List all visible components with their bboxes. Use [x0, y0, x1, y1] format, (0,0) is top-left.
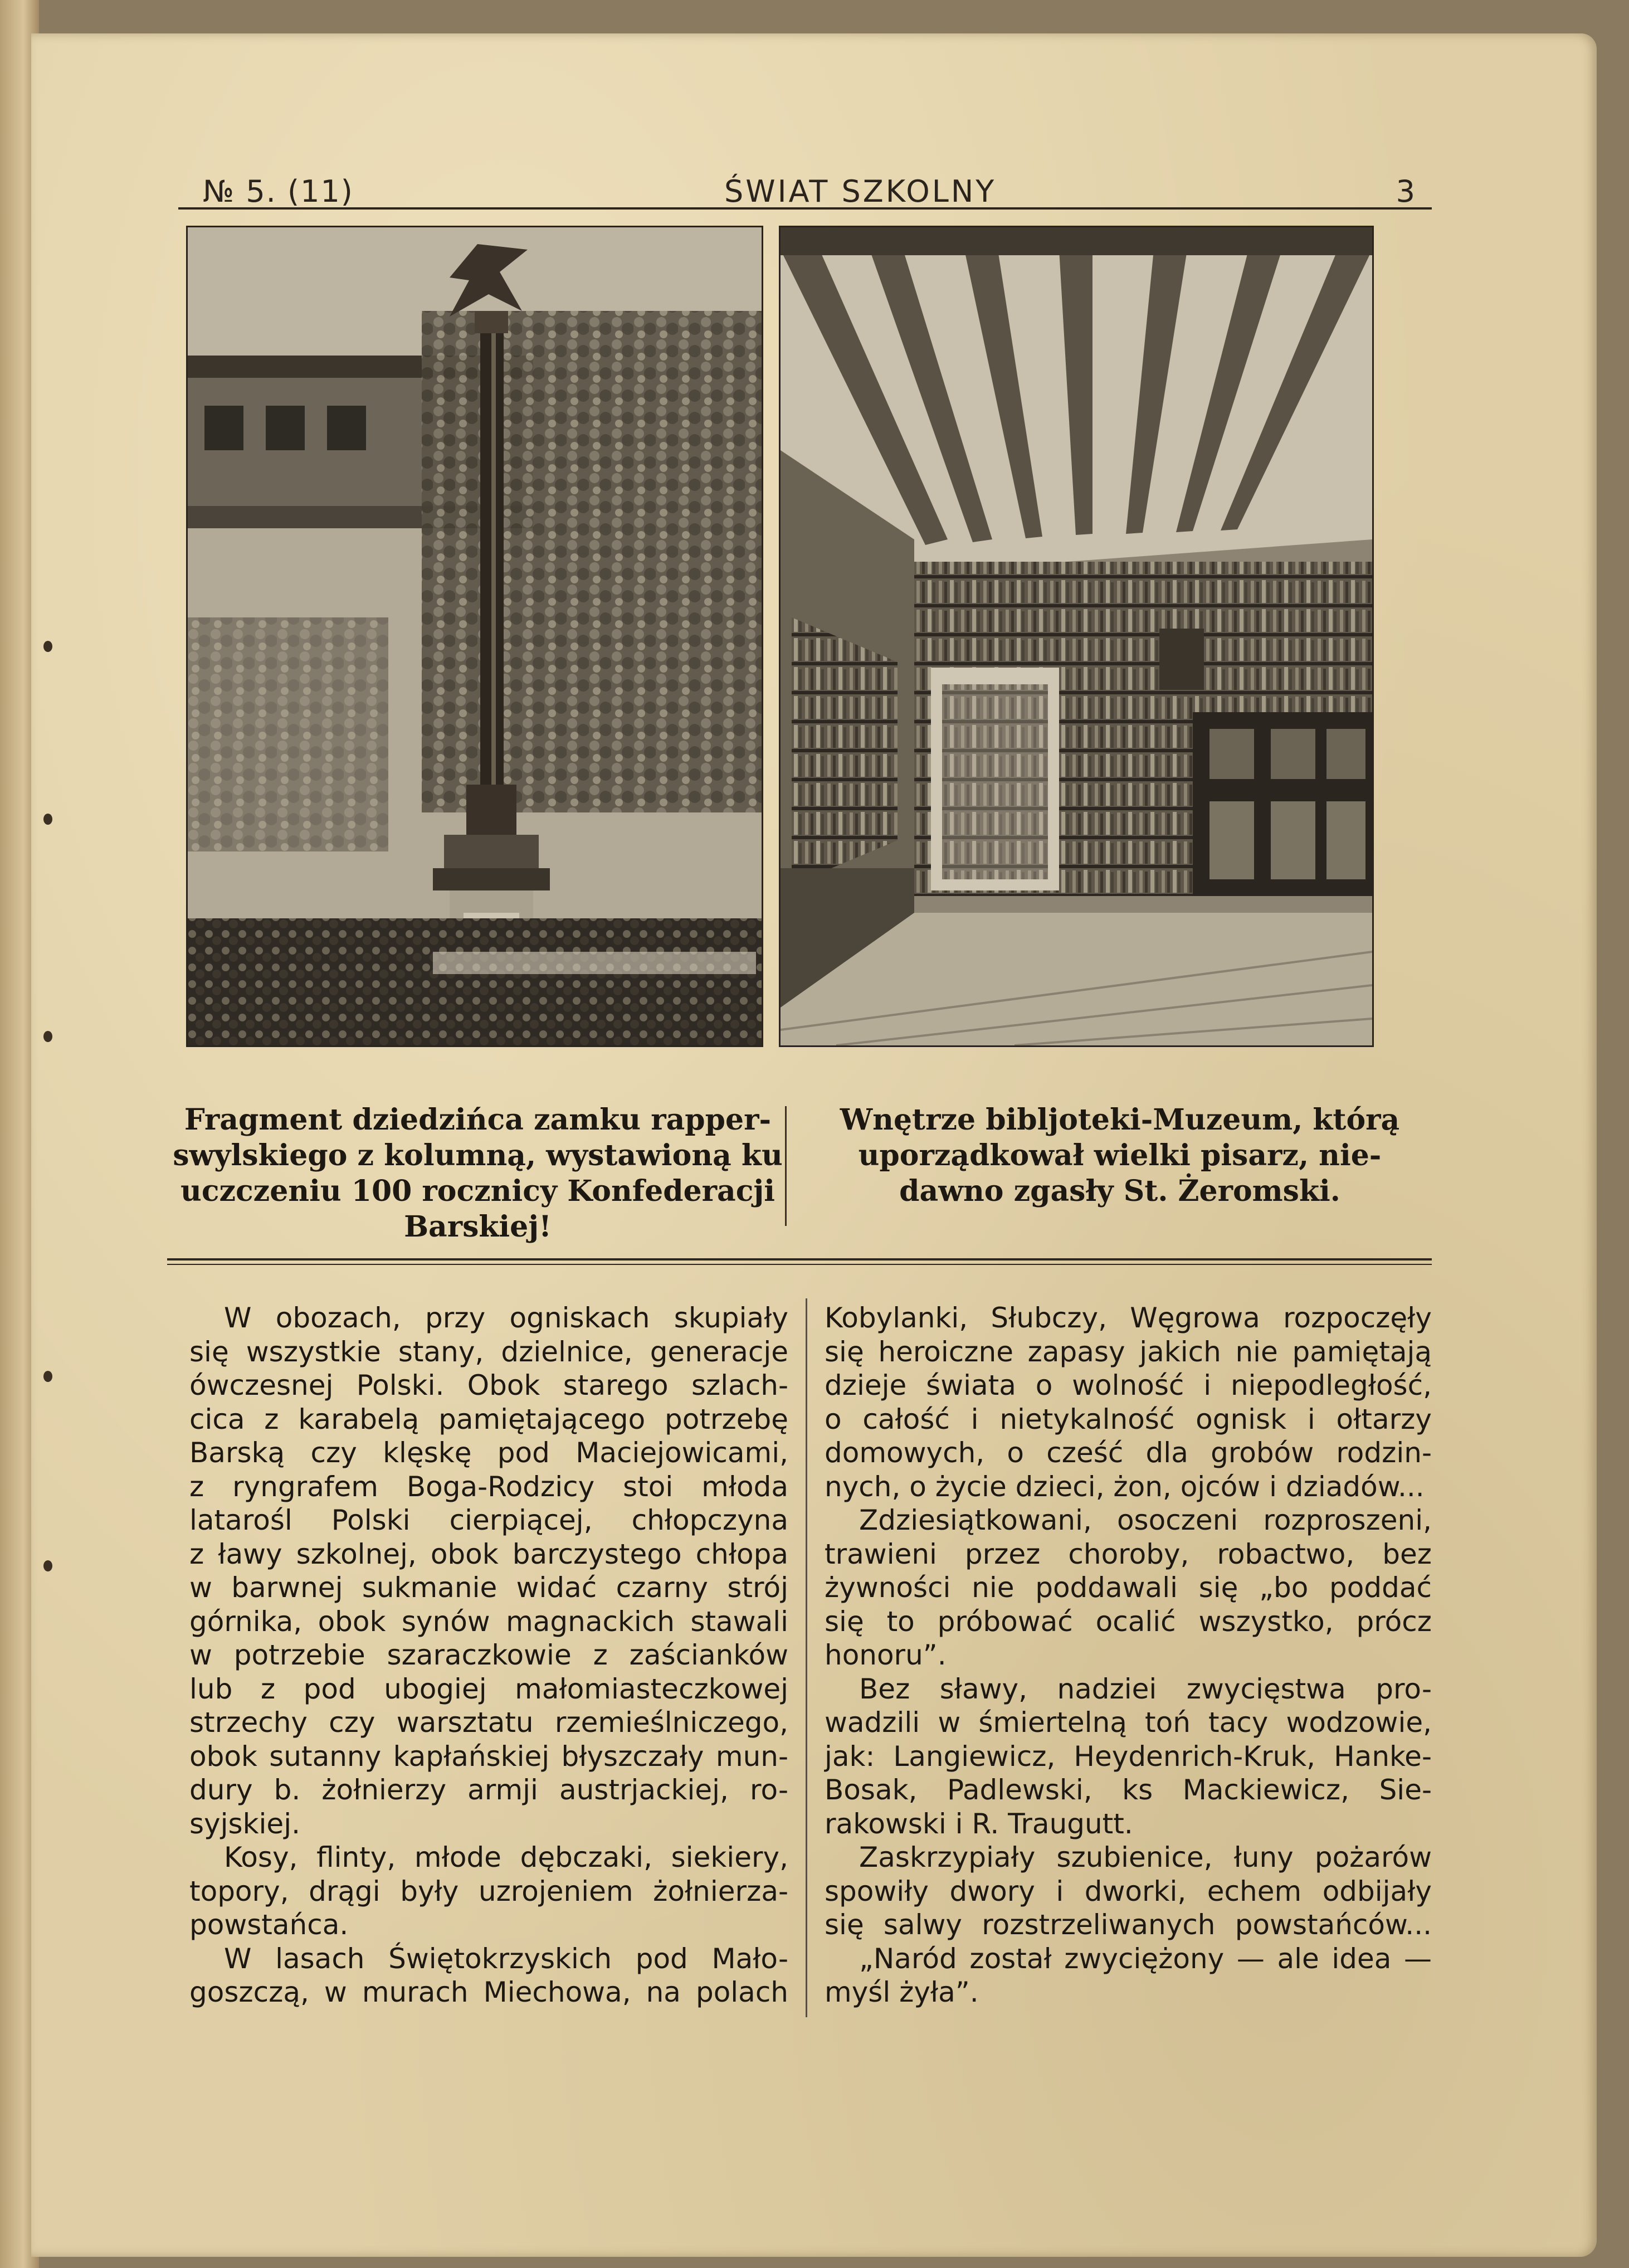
text-line: W lasach Świętokrzyskich pod Mało-	[224, 1942, 788, 1975]
caption-line: uczczeniu 100 rocznicy Konfederacji	[181, 1174, 775, 1208]
text-line: dury b. żołnierzy armji austrjackiej, ro-	[189, 1774, 788, 1806]
text-line: spowiły dwory i dworki, echem odbijały	[825, 1875, 1432, 1907]
text-line: Bosak, Padlewski, ks Mackiewicz, Sie-	[825, 1774, 1432, 1806]
text-line: o całość i nietykalność ognisk i ołtarzy	[825, 1403, 1432, 1435]
text-line: obok sutanny kapłańskiej błyszczały mun-	[189, 1740, 788, 1773]
text-line: górnika, obok synów magnackich stawali	[189, 1605, 788, 1638]
text-line: w potrzebie szaraczkowie z zaścianków	[189, 1639, 788, 1671]
section-rule	[167, 1258, 1432, 1260]
body-column-left	[189, 1301, 788, 2009]
text-line: ówczesnej Polski. Obok starego szlach-	[189, 1369, 788, 1401]
section-rule-thin	[167, 1264, 1432, 1265]
issue-number: № 5. (11)	[203, 174, 354, 209]
text-line: Barską czy klęskę pod Maciejowicami,	[189, 1437, 788, 1469]
column-divider	[806, 1298, 807, 2017]
text-line: nych, o życie dzieci, żon, ojców i dziadów...	[825, 1470, 1425, 1503]
text-line: Kobylanki, Słubczy, Węgrowa rozpoczęły	[825, 1302, 1432, 1334]
text-line: rakowski i R. Traugutt.	[825, 1807, 1133, 1840]
text-line: w barwnej sukmanie widać czarny strój	[189, 1571, 788, 1604]
text-line: Zdziesiątkowani, osoczeni rozproszeni,	[859, 1504, 1432, 1536]
text-line: goszczą, w murach Miechowa, na polach	[189, 1976, 788, 2008]
text-line: myśl żyła”.	[825, 1976, 979, 2008]
body-column-right	[825, 1301, 1432, 2009]
text-line: strzechy czy warsztatu rzemieślniczego,	[189, 1706, 788, 1739]
text-line: żywności nie poddawali się „bo poddać	[825, 1571, 1432, 1604]
page-header	[178, 146, 1432, 210]
text-line: się to próbować ocalić wszystko, prócz	[825, 1605, 1432, 1638]
caption-line: swylskiego z kolumną, wystawioną ku	[173, 1138, 783, 1172]
text-line: W obozach, przy ogniskach skupiały	[224, 1302, 788, 1334]
text-line: „Naród został zwyciężony — ale idea —	[859, 1942, 1432, 1975]
text-line: latarośl Polski cierpiącej, chłopczyna	[189, 1504, 788, 1536]
text-line: Zaskrzypiały szubienice, łuny pożarów	[859, 1841, 1432, 1873]
text-line: topory, drągi były uzrojeniem żołnierza-	[189, 1875, 788, 1907]
caption-line: Fragment dziedzińca zamku rapper-	[184, 1103, 772, 1137]
text-line: wadzili w śmiertelną toń tacy wodzowie,	[825, 1706, 1432, 1739]
text-line: domowych, o cześć dla grobów rodzin-	[825, 1437, 1432, 1469]
magazine-title: ŚWIAT SZKOLNY	[724, 174, 997, 209]
caption-right	[813, 1102, 1426, 1209]
text-line: z ławy szkolnej, obok barczystego chłopa	[189, 1537, 788, 1570]
text-line: cica z karabelą pamiętającego potrzebę	[189, 1403, 788, 1435]
text-line: powstańca.	[189, 1909, 349, 1941]
text-line: się heroiczne zapasy jakich nie pamiętają	[825, 1335, 1432, 1368]
caption-line: dawno zgasły St. Żeromski.	[899, 1174, 1340, 1208]
caption-line: Barskiej!	[404, 1210, 552, 1244]
page-number: 3	[1396, 174, 1415, 209]
text-line: dzieje świata o wolność i niepodległość,	[825, 1369, 1432, 1401]
text-line: z ryngrafem Boga-Rodzicy stoi młoda	[189, 1470, 788, 1503]
caption-line: Wnętrze bibljoteki-Muzeum, którą	[840, 1103, 1400, 1137]
text-line: lub z pod ubogiej małomiasteczkowej	[189, 1672, 788, 1705]
text-line: jak: Langiewicz, Heydenrich-Kruk, Hanke-	[825, 1740, 1432, 1773]
text-line: Bez sławy, nadziei zwycięstwa pro-	[859, 1672, 1432, 1705]
text-line: się salwy rozstrzeliwanych powstańców...	[825, 1909, 1432, 1941]
text-line: trawieni przez choroby, robactwo, bez	[825, 1537, 1432, 1570]
caption-left	[167, 1102, 788, 1245]
caption-line: uporządkował wielki pisarz, nie-	[858, 1138, 1382, 1172]
photo-library-interior-icon	[779, 226, 1374, 1047]
text-line: się wszystkie stany, dzielnice, generacje	[189, 1335, 788, 1368]
text-line: syjskiej.	[189, 1807, 300, 1840]
photo-courtyard-column-icon	[186, 226, 763, 1047]
text-line: honoru”.	[825, 1639, 947, 1671]
text-line: Kosy, flinty, młode dębczaki, siekiery,	[224, 1841, 788, 1873]
caption-divider	[785, 1106, 787, 1226]
